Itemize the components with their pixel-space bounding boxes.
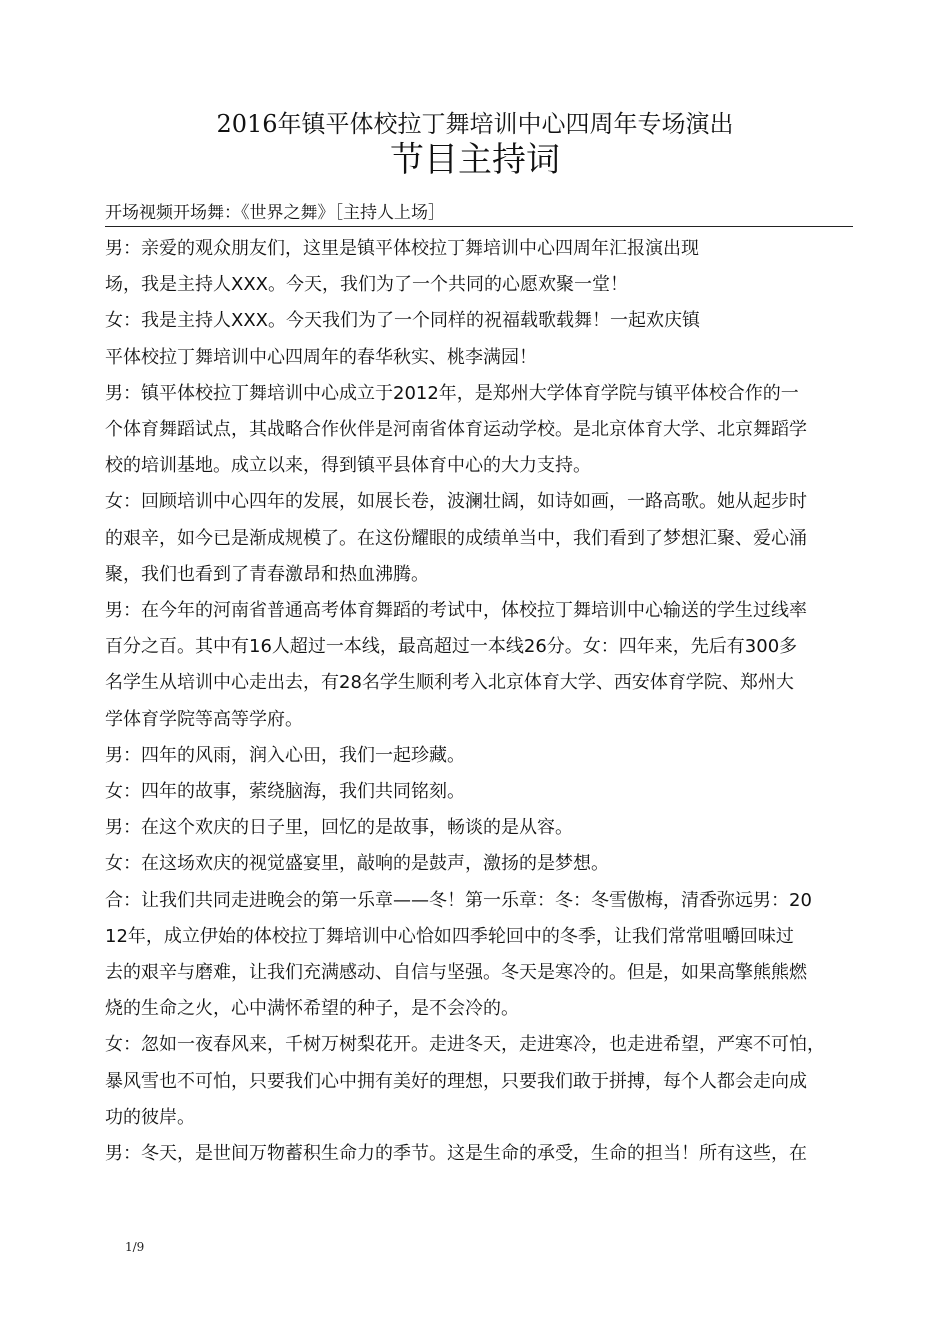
text-line: 校的培训基地。成立以来，得到镇平县体育中心的大力支持。 xyxy=(105,455,591,477)
text-line: 女：忽如一夜春风来，千树万树梨花开。走进冬天，走进寒冷，也走进希望，严寒不可怕， xyxy=(105,1034,825,1056)
text-line: 男：四年的风雨，润入心田，我们一起珍藏。 xyxy=(105,744,465,766)
text-line: 男：在这个欢庆的日子里，回忆的是故事，畅谈的是从容。 xyxy=(105,817,573,839)
text-line: 女：回顾培训中心四年的发展，如展长卷，波澜壮阔，如诗如画，一路高歌。她从起步时 xyxy=(105,491,807,513)
text-line: 去的艰辛与磨难，让我们充满感动、自信与坚强。冬天是寒冷的。但是，如果高擎熊熊燃 xyxy=(105,962,807,984)
text-line: 平体校拉丁舞培训中心四周年的春华秋实、桃李满园！ xyxy=(105,346,537,368)
text-line: 场，我是主持人XXX。今天，我们为了一个共同的心愿欢聚一堂！ xyxy=(105,274,628,296)
text-line: 男：镇平体校拉丁舞培训中心成立于2012年，是郑州大学体育学院与镇平体校合作的一 xyxy=(105,382,799,404)
text-line: 烧的生命之火，心中满怀希望的种子，是不会冷的。 xyxy=(105,998,519,1020)
text-line: 的艰辛，如今已是渐成规模了。在这份耀眼的成绩单当中，我们看到了梦想汇聚、爱心涌 xyxy=(105,527,807,549)
text-line: 合：让我们共同走进晚会的第一乐章——冬！第一乐章：冬：冬雪傲梅，清香弥远男：20 xyxy=(105,889,812,911)
text-line: 聚，我们也看到了青春激昂和热血沸腾。 xyxy=(105,563,429,585)
text-line: 名学生从培训中心走出去，有28名学生顺利考入北京体育大学、西安体育学院、郑州大 xyxy=(105,672,794,694)
text-line: 男：亲爱的观众朋友们，这里是镇平体校拉丁舞培训中心四周年汇报演出现 xyxy=(105,238,699,259)
text-line: 男：冬天，是世间万物蓄积生命力的季节。这是生命的承受，生命的担当！所有这些，在 xyxy=(105,1143,807,1165)
text-line: 学体育学院等高等学府。 xyxy=(105,708,303,730)
document-subtitle: 2016年镇平体校拉丁舞培训中心四周年专场演出 xyxy=(216,110,734,138)
text-line: 女：在这场欢庆的视觉盛宴里，敲响的是鼓声，激扬的是梦想。 xyxy=(105,853,609,875)
text-line: 女：四年的故事，萦绕脑海，我们共同铭刻。 xyxy=(105,781,465,803)
page-number: 1/9 xyxy=(125,1240,145,1254)
text-line: 暴风雪也不可怕，只要我们心中拥有美好的理想，只要我们敢于拼搏，每个人都会走向成 xyxy=(105,1070,807,1092)
document-title: 节目主持词 xyxy=(390,140,560,180)
text-line: 百分之百。其中有16人超过一本线，最高超过一本线26分。女：四年来，先后有300多 xyxy=(105,636,798,658)
text-line: 功的彼岸。 xyxy=(105,1106,195,1128)
text-line: 女：我是主持人XXX。今天我们为了一个同样的祝福载歌载舞！一起欢庆镇 xyxy=(105,310,700,332)
text-line: 12年，成立伊始的体校拉丁舞培训中心恰如四季轮回中的冬季，让我们常常咀嚼回味过 xyxy=(105,925,794,947)
text-line: 个体育舞蹈试点，其战略合作伙伴是河南省体育运动学校。是北京体育大学、北京舞蹈学 xyxy=(105,419,807,441)
script-body xyxy=(105,231,857,1172)
text-line: 男：在今年的河南省普通高考体育舞蹈的考试中，体校拉丁舞培训中心输送的学生过线率 xyxy=(105,600,807,622)
section-heading: 开场视频开场舞：《世界之舞》［主持人上场］ xyxy=(105,200,853,227)
